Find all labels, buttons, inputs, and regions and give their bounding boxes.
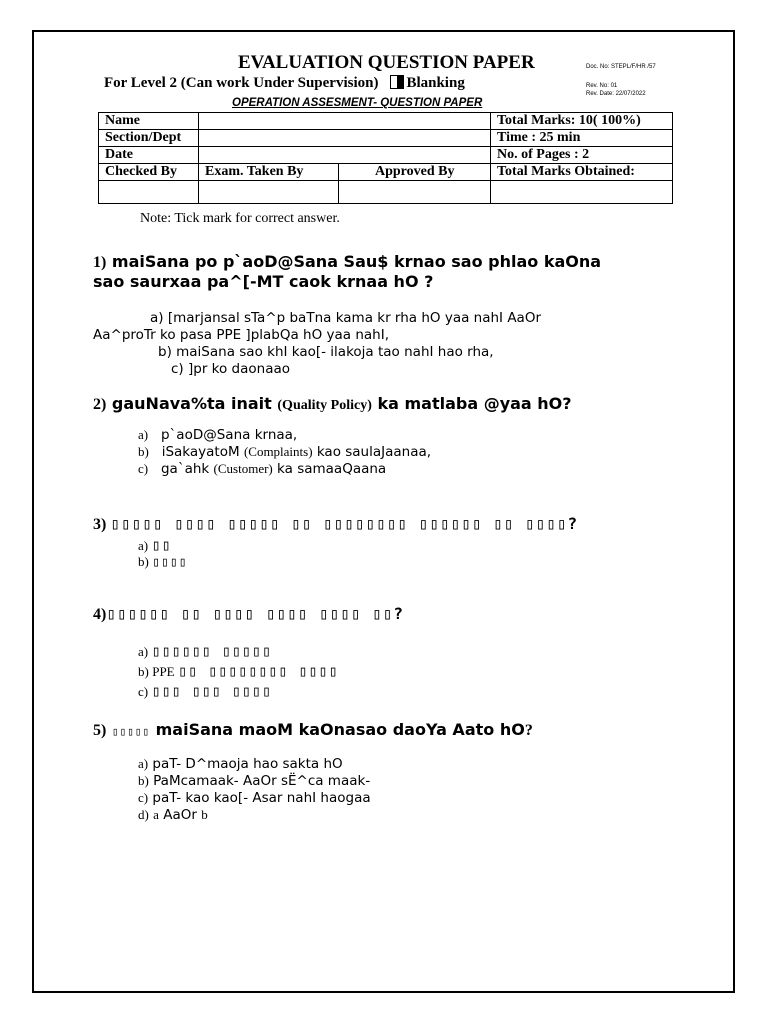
option-label: c) — [138, 461, 149, 476]
name-field[interactable] — [199, 113, 491, 130]
question-number: 1) — [93, 254, 107, 271]
question-1 — [93, 252, 601, 272]
exam-taken-by-field[interactable] — [199, 181, 339, 204]
question-5 — [93, 720, 533, 740]
q1-option-a[interactable]: a) [marjansal sTa^p baTna kama kr rha hO yaa nahI AaOr — [150, 310, 541, 326]
checked-by-label: Checked By — [99, 164, 199, 181]
option-label: d) — [138, 807, 149, 822]
total-marks: Total Marks: 10( 100%) — [491, 113, 673, 130]
option-label: b) — [138, 554, 149, 569]
revision-date: Rev. Date: 22/07/2022 — [586, 91, 646, 97]
question-english-term: (Quality Policy) — [277, 398, 372, 413]
question-number: 3) — [93, 516, 107, 533]
date-label: Date — [99, 147, 199, 164]
option-text: paT- kao kao[- Asar nahI haogaa — [152, 790, 371, 806]
blanking-checkbox-icon — [390, 75, 404, 89]
option-label: a) — [138, 538, 149, 553]
option-text: ga`ahk — [160, 461, 210, 477]
question-number: 4) — [93, 606, 107, 623]
option-label: a) — [138, 427, 149, 442]
option-label: c) — [138, 790, 149, 805]
option-text-end: b — [201, 807, 208, 822]
doc-number: Doc. No: STEPL/F/HR /57 — [586, 64, 656, 70]
option-label: a) — [138, 756, 149, 771]
question-prefix: ▯▯▯▯▯ — [111, 725, 151, 738]
option-label: b) — [138, 444, 149, 459]
exam-taken-by-label: Exam. Taken By — [199, 164, 339, 181]
option-english-term: (Complaints) — [243, 444, 313, 459]
date-field[interactable] — [199, 147, 491, 164]
blanking-label: Blanking — [406, 75, 465, 91]
total-obtained-label: Total Marks Obtained: — [491, 164, 673, 181]
name-label: Name — [99, 113, 199, 130]
question-text: maiSana po p`aoD@Sana Sau$ krnao sao phlao kaOna — [111, 252, 602, 271]
option-label: b) — [138, 773, 149, 788]
approved-by-label: Approved By — [339, 164, 491, 181]
question-number: 5) — [93, 722, 107, 739]
q2-option-b[interactable] — [138, 444, 431, 460]
option-text: ▯▯▯▯ — [152, 555, 188, 570]
paper-subtitle: OPERATION ASSESMENT- QUESTION PAPER — [232, 97, 483, 109]
level-text: For Level 2 (Can work Under Supervision) — [104, 75, 379, 91]
section-field[interactable] — [199, 130, 491, 147]
candidate-info-table — [98, 112, 673, 204]
q1-option-c[interactable]: c) ]pr ko daonaao — [171, 361, 291, 377]
option-text: ▯▯ ▯▯▯▯▯▯▯▯ ▯▯▯▯ — [178, 662, 339, 680]
instruction-note: Note: Tick mark for correct answer. — [140, 211, 340, 226]
option-label: c) — [138, 684, 149, 699]
option-text: ▯▯▯ ▯▯▯ ▯▯▯▯ — [151, 682, 272, 700]
question-text-end: ka matlaba @yaa hO? — [377, 394, 572, 413]
option-text-middle: AaOr — [163, 807, 197, 823]
level-line — [104, 75, 465, 92]
option-text: paT- D^maoja hao sakta hO — [152, 756, 343, 772]
approved-by-field[interactable] — [339, 181, 491, 204]
question-text: gauNava%ta inait — [111, 394, 272, 413]
q3-option-b[interactable] — [138, 554, 188, 570]
option-text: p`aoD@Sana krnaa, — [160, 427, 298, 443]
q5-option-c[interactable] — [138, 790, 371, 806]
option-text: a — [153, 807, 159, 822]
option-english-term: (Customer) — [213, 461, 273, 476]
question-text: ▯▯▯▯▯ ▯▯▯▯ ▯▯▯▯▯ ▯▯ ▯▯▯▯▯▯▯▯ ▯▯▯▯▯▯ ▯▯ ▯▯▯▯? — [110, 514, 579, 533]
option-text: ▯▯ — [151, 536, 172, 554]
section-label: Section/Dept — [99, 130, 199, 147]
option-label: b) — [138, 664, 149, 679]
question-4 — [93, 604, 404, 624]
question-3 — [93, 514, 578, 534]
q4-option-b[interactable] — [138, 662, 339, 680]
question-text: maiSana maoM kaOnasao daoYa Aato hO — [155, 720, 525, 739]
option-english-term: PPE — [152, 664, 175, 679]
question-2 — [93, 394, 572, 414]
question-number: 2) — [93, 396, 107, 413]
option-text: ▯▯▯▯▯▯ ▯▯▯▯▯ — [151, 642, 272, 660]
q2-option-a[interactable] — [138, 427, 297, 443]
q5-option-b[interactable] — [138, 773, 370, 789]
q3-option-a[interactable] — [138, 536, 172, 554]
checked-by-field[interactable] — [99, 181, 199, 204]
q5-option-a[interactable] — [138, 756, 343, 772]
option-text-end: ka samaaQaana — [277, 461, 387, 477]
option-label: a) — [138, 644, 149, 659]
q4-option-a[interactable] — [138, 642, 272, 660]
q5-option-d[interactable] — [138, 807, 208, 823]
q4-option-c[interactable] — [138, 682, 272, 700]
time-limit: Time : 25 min — [491, 130, 673, 147]
question-1-line-2: sao saurxaa pa^[-MT caok krnaa hO ? — [93, 272, 434, 291]
q1-option-b[interactable]: b) maiSana sao khI kao[- ilakoja tao nahI hao rha, — [158, 344, 494, 360]
total-obtained-field[interactable] — [491, 181, 673, 204]
q1-option-a-cont: Aa^proTr ko pasa PPE ]plabQa hO yaa nahI, — [93, 327, 390, 343]
question-mark: ? — [524, 722, 533, 739]
question-text: ▯▯▯▯▯▯ ▯▯ ▯▯▯▯ ▯▯▯▯ ▯▯▯▯ ▯▯? — [106, 604, 405, 623]
option-text: PaMcamaak- AaOr sË^ca maak- — [153, 773, 371, 789]
page-title: EVALUATION QUESTION PAPER — [238, 52, 535, 73]
page-count: No. of Pages : 2 — [491, 147, 673, 164]
option-text-end: kao saulaJaanaa, — [316, 444, 432, 460]
q2-option-c[interactable] — [138, 461, 386, 477]
revision-number: Rev. No: 01 — [586, 83, 618, 89]
option-text: iSakayatoM — [161, 444, 240, 460]
